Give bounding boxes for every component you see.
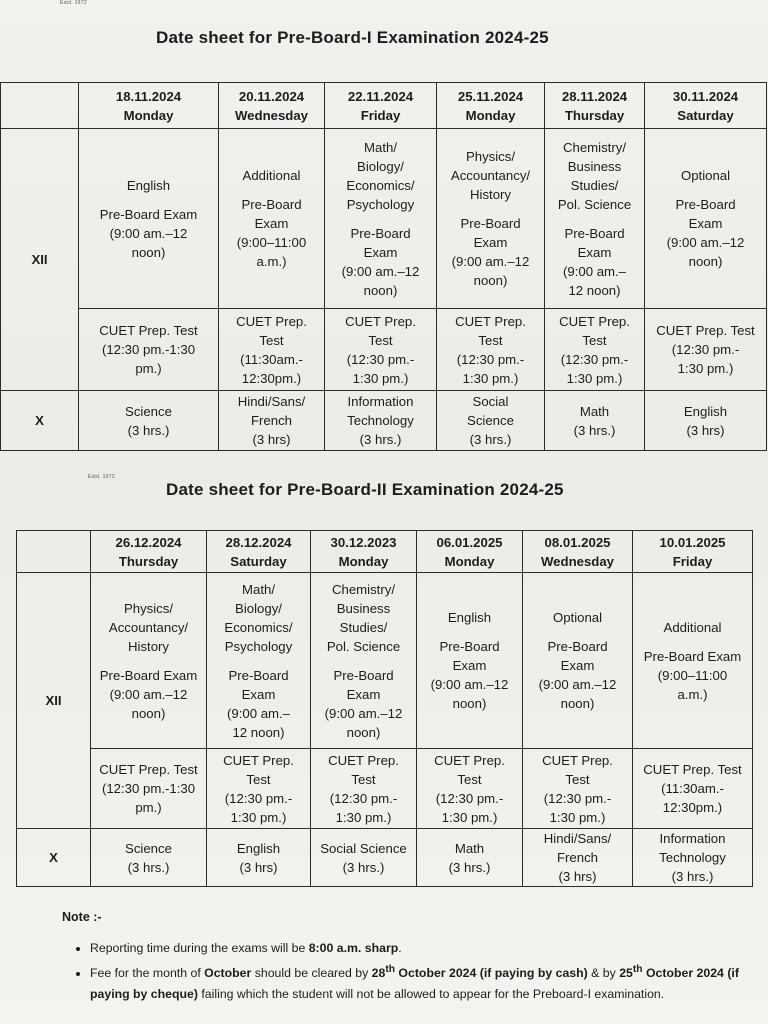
- sheet1-table: [0, 82, 767, 451]
- header-cell: 30.12.2023 Monday: [311, 531, 417, 573]
- class-xii-label: XII: [1, 129, 79, 391]
- class-x-label: X: [1, 391, 79, 451]
- header-cell: 28.12.2024 Saturday: [207, 531, 311, 573]
- exam-cell: Social Science (3 hrs.): [311, 829, 417, 887]
- established-mark: Estd. 1972: [60, 0, 87, 6]
- header-cell: 30.11.2024 Saturday: [645, 83, 767, 129]
- exam-cell: Additional Pre-Board Exam (9:00–11:00 a.m.): [633, 573, 753, 749]
- exam-cell: Physics/ Accountancy/ History Pre-Board Exam (9:00 am.–12 noon): [91, 573, 207, 749]
- note-heading: Note :-: [62, 910, 102, 924]
- exam-cell: Math (3 hrs.): [545, 391, 645, 451]
- sheet2-title: Date sheet for Pre-Board-II Examination 2024-25: [166, 480, 564, 499]
- cuet-cell: CUET Prep. Test (12:30 pm.- 1:30 pm.): [311, 749, 417, 829]
- exam-cell: Math/ Biology/ Economics/ Psychology Pre-Board Exam (9:00 am.– 12 noon): [207, 573, 311, 749]
- header-cell: 25.11.2024 Monday: [437, 83, 545, 129]
- header-cell: 06.01.2025 Monday: [417, 531, 523, 573]
- header-cell: 08.01.2025 Wednesday: [523, 531, 633, 573]
- cuet-cell: CUET Prep. Test (12:30 pm.- 1:30 pm.): [325, 309, 437, 391]
- corner-cell: [1, 83, 79, 129]
- exam-cell: Science (3 hrs.): [79, 391, 219, 451]
- exam-cell: English (3 hrs): [207, 829, 311, 887]
- exam-cell: Optional Pre-Board Exam (9:00 am.–12 noon): [523, 573, 633, 749]
- class-x-label: X: [17, 829, 91, 887]
- exam-cell: Physics/ Accountancy/ History Pre-Board Exam (9:00 am.–12 noon): [437, 129, 545, 309]
- exam-cell: Hindi/Sans/ French (3 hrs): [219, 391, 325, 451]
- exam-cell: Information Technology (3 hrs.): [325, 391, 437, 451]
- exam-cell: Social Science (3 hrs.): [437, 391, 545, 451]
- exam-cell: Math/ Biology/ Economics/ Psychology Pre-Board Exam (9:00 am.–12 noon): [325, 129, 437, 309]
- corner-cell: [17, 531, 91, 573]
- cuet-cell: CUET Prep. Test (12:30 pm.- 1:30 pm.): [207, 749, 311, 829]
- sheet1-title: Date sheet for Pre-Board-I Examination 2024-25: [156, 28, 549, 47]
- note-item: • Reporting time during the exams will be 8:00 a.m. sharp.: [90, 938, 768, 959]
- exam-cell: Information Technology (3 hrs.): [633, 829, 753, 887]
- note-list: [62, 938, 768, 1005]
- exam-cell: Additional Pre-Board Exam (9:00–11:00 a.m.): [219, 129, 325, 309]
- exam-cell: Hindi/Sans/ French (3 hrs): [523, 829, 633, 887]
- cuet-cell: CUET Prep. Test (11:30am.- 12:30pm.): [633, 749, 753, 829]
- exam-cell: English Pre-Board Exam (9:00 am.–12 noon): [417, 573, 523, 749]
- exam-cell: English (3 hrs): [645, 391, 767, 451]
- header-cell: 10.01.2025 Friday: [633, 531, 753, 573]
- sheet2-table: [16, 530, 753, 887]
- established-mark: Estd. 1972: [88, 474, 115, 480]
- exam-cell: Chemistry/ Business Studies/ Pol. Science Pre-Board Exam (9:00 am.–12 noon): [311, 573, 417, 749]
- header-cell: 26.12.2024 Thursday: [91, 531, 207, 573]
- note-item: • Fee for the month of October should be cleared by 28th October 2024 (if paying by cash) & by 25th October 2024 (if paying by cheque) failing which the student will not be allowed to appear for the Preboard-I examination.: [90, 959, 768, 1005]
- header-cell: 28.11.2024 Thursday: [545, 83, 645, 129]
- cuet-cell: CUET Prep. Test (12:30 pm.-1:30 pm.): [79, 309, 219, 391]
- exam-cell: Science (3 hrs.): [91, 829, 207, 887]
- cuet-cell: CUET Prep. Test (12:30 pm.- 1:30 pm.): [437, 309, 545, 391]
- cuet-cell: CUET Prep. Test (12:30 pm.- 1:30 pm.): [645, 309, 767, 391]
- cuet-cell: CUET Prep. Test (11:30am.- 12:30pm.): [219, 309, 325, 391]
- cuet-cell: CUET Prep. Test (12:30 pm.- 1:30 pm.): [523, 749, 633, 829]
- exam-cell: Optional Pre-Board Exam (9:00 am.–12 noon): [645, 129, 767, 309]
- header-cell: 20.11.2024 Wednesday: [219, 83, 325, 129]
- header-cell: 18.11.2024 Monday: [79, 83, 219, 129]
- cuet-cell: CUET Prep. Test (12:30 pm.- 1:30 pm.): [545, 309, 645, 391]
- header-cell: 22.11.2024 Friday: [325, 83, 437, 129]
- exam-cell: English Pre-Board Exam (9:00 am.–12 noon): [79, 129, 219, 309]
- cuet-cell: CUET Prep. Test (12:30 pm.-1:30 pm.): [91, 749, 207, 829]
- exam-cell: Math (3 hrs.): [417, 829, 523, 887]
- cuet-cell: CUET Prep. Test (12:30 pm.- 1:30 pm.): [417, 749, 523, 829]
- class-xii-label: XII: [17, 573, 91, 829]
- exam-cell: Chemistry/ Business Studies/ Pol. Science Pre-Board Exam (9:00 am.– 12 noon): [545, 129, 645, 309]
